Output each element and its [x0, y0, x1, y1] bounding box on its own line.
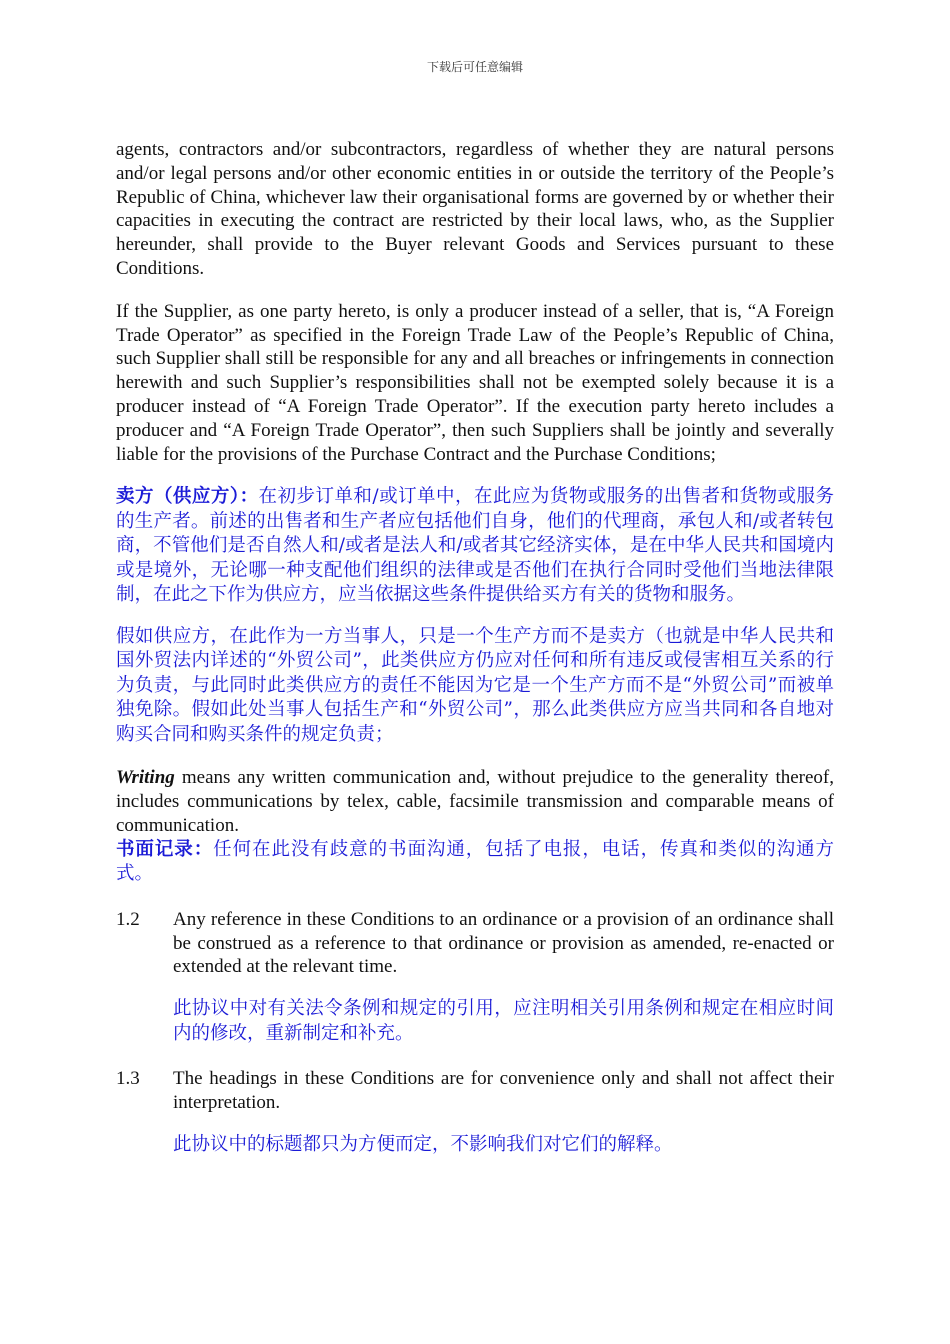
clause-body	[173, 908, 834, 1046]
definition-text-cn: 任何在此没有歧意的书面沟通，包括了电报，电话，传真和类似的沟通方式。	[116, 838, 834, 885]
definition-text-en: means any written communication and, without prejudice to the generality thereof, includes communications by telex, cable, facsimile transmission and comparable means of communication.	[116, 767, 834, 836]
clause-body	[173, 1067, 834, 1157]
clause-text-en: Any reference in these Conditions to an ordinance or a provision of an ordinance shall be construed as a reference to that ordinance or provision as amended, re-enacted or extended at the relevant time.	[173, 908, 834, 978]
clause-number: 1.2	[116, 908, 140, 930]
page-header: 下载后可任意编辑	[426, 60, 523, 74]
paragraph-supplier-definition-en: agents, contractors and/or subcontractors, regardless of whether they are natural persons and/or legal persons and/or other economic entities in or outside the territory of the People’s Republic of China, whichever law their organisational forms are governed by or whether their capacities in executing the contract are restricted by their local laws, who, as the Supplier hereunder, shall provide to the Buyer relevant Goods and Services pursuant to these Conditions.	[116, 139, 834, 279]
clause-1-2	[116, 908, 834, 1046]
term-supplier-cn: 卖方（供应方）：	[116, 486, 259, 508]
clause-number: 1.3	[116, 1068, 140, 1090]
term-writing-cn: 书面记录：	[116, 838, 214, 860]
document-body	[116, 138, 834, 1157]
paragraph-producer-liability-en: If the Supplier, as one party hereto, is only a producer instead of a seller, that is, “A Foreign Trade Operator” as specified in the Foreign Trade Law of the People’s Republic of China, such Supplier shall still be responsible for any and all breaches or infringements in connection herewith and such Supplier’s responsibilities shall not be exempted solely because it is a producer instead of “A Foreign Trade Operator”. If the execution party hereto includes a producer and “A Foreign Trade Operator”, then such Suppliers shall be jointly and severally liable for the provisions of the Purchase Contract and the Purchase Conditions;	[116, 300, 834, 465]
paragraph-producer-liability-cn: 假如供应方，在此作为一方当事人，只是一个生产方而不是卖方（也就是中华人民共和国外贸法内详述的“外贸公司”，此类供应方仍应对任何和所有违反或侵害相互关系的行为负责，与此同时此类供应方的责任不能因为它是一个生产方而不是“外贸公司”而被单独免除。假如此处当事人包括生产和“外贸公司”，那么此类供应方应当共同和各自地对购买合同和购买条件的规定负责；	[116, 625, 834, 745]
clause-text-en: The headings in these Conditions are for convenience only and shall not affect their interpretation.	[173, 1068, 834, 1113]
paragraph-writing-definition-cn	[116, 838, 834, 887]
clause-text-cn: 此协议中对有关法令条例和规定的引用，应注明相关引用条例和规定在相应时间内的修改，重新制定和补充。	[173, 998, 834, 1044]
term-writing-en: Writing	[116, 767, 175, 789]
definition-text-cn: 在初步订单和/或订单中，在此应为货物或服务的出售者和货物或服务的生产者。前述的出售者和生产者应包括他们自身，他们的代理商，承包人和/或者转包商，不管他们是否自然人和/或者是法人和/或者其它经济实体，是在中华人民共和国境内或是境外，无论哪一种支配他们组织的法律或是否他们在执行合同时受他们当地法律限制，在此之下作为供应方，应当依据这些条件提供给买方有关的货物和服务。	[116, 486, 834, 606]
paragraph-writing-definition-en	[116, 766, 834, 837]
paragraph-supplier-definition-cn	[116, 485, 834, 608]
clause-text-cn: 此协议中的标题都只为方便而定，不影响我们对它们的解释。	[173, 1133, 673, 1155]
clause-1-3	[116, 1067, 834, 1157]
